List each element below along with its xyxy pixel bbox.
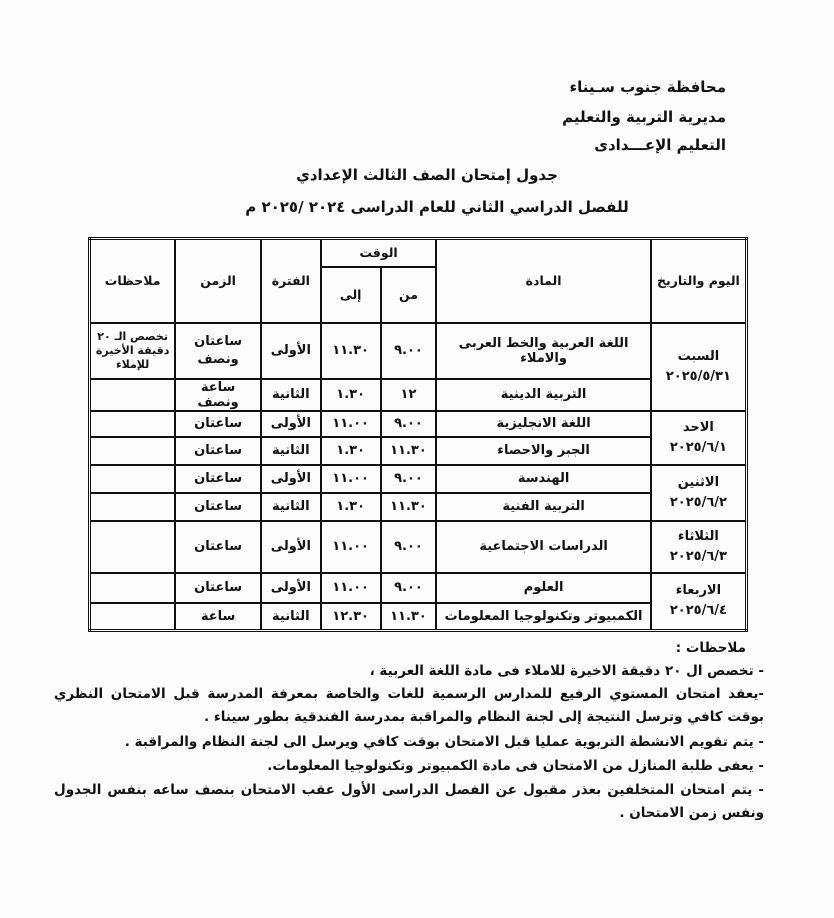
to-cell: ١.٣٠ [321, 493, 381, 521]
table-row [90, 603, 747, 631]
to-cell: ١١.٠٠ [321, 411, 381, 437]
day-cell [651, 411, 747, 465]
period-cell: الأولى [261, 521, 321, 573]
duration-cell: ساعتان [175, 437, 261, 465]
notes-cell [90, 465, 176, 493]
notes-cell [90, 493, 176, 521]
from-cell: ١١.٣٠ [381, 437, 437, 465]
subject-cell: الكمبيوتر وتكنولوجيا المعلومات [436, 603, 650, 631]
to-cell: ١١.٠٠ [321, 465, 381, 493]
day-name: الاربعاء [675, 583, 722, 599]
header-directorate: مديرية التربية والتعليم [562, 108, 726, 126]
period-cell: الثانية [261, 437, 321, 465]
table-row [90, 573, 747, 603]
period-cell: الأولى [261, 323, 321, 379]
duration-cell: ساعة ونصف [175, 379, 261, 411]
from-cell: ١٢ [381, 379, 437, 411]
subject-cell: الدراسات الاجتماعية [436, 521, 650, 573]
day-date: ٢٠٢٥/٥/٣١ [665, 368, 731, 384]
table-row [90, 493, 747, 521]
duration-cell: ساعتان [175, 465, 261, 493]
period-cell: الأولى [261, 411, 321, 437]
period-cell: الأولى [261, 465, 321, 493]
day-cell [651, 323, 747, 411]
header-duration: الزمن [175, 239, 261, 323]
day-date: ٢٠٢٥/٦/٣ [669, 548, 727, 564]
period-cell: الثانية [261, 379, 321, 411]
header-department: التعليم الإعـــدادى [594, 136, 726, 154]
table-row [90, 437, 747, 465]
notes-cell [90, 521, 176, 573]
duration-cell: ساعتان [175, 521, 261, 573]
table-row [90, 465, 747, 493]
note-item: - يعفى طلبة المنازل من الامتحان فى مادة الكمبيوتر وتكنولوجيا المعلومات. [267, 758, 764, 774]
duration-cell: ساعتان [175, 493, 261, 521]
notes-cell [90, 603, 176, 631]
note-item: - يتم تقويم الانشطة التربوية عمليا قبل الامتحان بوقت كافي ويرسل الى لجنة النظام والمراقبة . [124, 734, 764, 750]
day-cell [651, 465, 747, 521]
notes-cell [90, 437, 176, 465]
subject-cell: التربية الفنية [436, 493, 650, 521]
subject-cell: العلوم [436, 573, 650, 603]
to-cell: ١٢.٣٠ [321, 603, 381, 631]
header-day: اليوم والتاريخ [651, 239, 747, 323]
header-to: إلى [321, 267, 381, 323]
table-row [90, 379, 747, 411]
exam-schedule-table [88, 237, 748, 632]
to-cell: ١.٣٠ [321, 437, 381, 465]
notes-cell [90, 411, 176, 437]
period-cell: الثانية [261, 603, 321, 631]
day-name: الاحد [682, 419, 714, 435]
note-item: - يتم امتحان المتخلفين بعذر مقبول عن الفصل الدراسى الأول عقب الامتحان بنصف ساعه بنفس الجدول ونفس زمن الامتحان . [54, 782, 764, 821]
subject-cell: اللغة العربية والخط العربى والاملاء [436, 323, 650, 379]
period-cell: الثانية [261, 493, 321, 521]
subject-cell: الجبر والاحصاء [436, 437, 650, 465]
notes-title: ملاحظات : [675, 640, 746, 656]
day-name: الثلاثاء [677, 528, 719, 544]
from-cell: ٩.٠٠ [381, 573, 437, 603]
table-header-row [90, 239, 747, 267]
header-from: من [381, 267, 437, 323]
day-date: ٢٠٢٥/٦/١ [669, 439, 727, 455]
from-cell: ٩.٠٠ [381, 411, 437, 437]
day-name: الاثنين [677, 474, 720, 490]
from-cell: ١١.٣٠ [381, 493, 437, 521]
to-cell: ١١.٠٠ [321, 573, 381, 603]
notes-cell [90, 379, 176, 411]
from-cell: ٩.٠٠ [381, 465, 437, 493]
subject-cell: الهندسة [436, 465, 650, 493]
from-cell: ١١.٣٠ [381, 603, 437, 631]
duration-cell: ساعتان ونصف [175, 323, 261, 379]
header-time: الوقت [321, 239, 437, 267]
header-period: الفترة [261, 239, 321, 323]
day-date: ٢٠٢٥/٦/٤ [669, 603, 727, 619]
document-subtitle: للفصل الدراسي الثاني للعام الدراسى ٢٠٢٤ /٢٠٢٥ م [245, 198, 629, 216]
duration-cell: ساعتان [175, 411, 261, 437]
subject-cell: اللغة الانجليزية [436, 411, 650, 437]
to-cell: ١١.٠٠ [321, 521, 381, 573]
notes-cell [90, 573, 176, 603]
notes-cell: تخصص الـ ٢٠ دقيقة الأخيرة للإملاء [90, 323, 176, 379]
from-cell: ٩.٠٠ [381, 323, 437, 379]
period-cell: الأولى [261, 573, 321, 603]
day-date: ٢٠٢٥/٦/٢ [669, 494, 727, 510]
day-name: السبت [677, 348, 720, 364]
header-subject: المادة [436, 239, 650, 323]
day-cell [651, 521, 747, 573]
table-row [90, 323, 747, 379]
to-cell: ١.٣٠ [321, 379, 381, 411]
note-item: - تخصص ال ٢٠ دقيقة الاخيرة للاملاء فى مادة اللغة العربية ، [369, 663, 764, 679]
document-title: جدول إمتحان الصف الثالث الإعدادي [296, 166, 558, 184]
note-item: -يعقد امتحان المستوي الرفيع للمدارس الرسمية للغات والخاصة بمعرفة المدرسة قبل الامتحان النظري بوقت كافي وترسل النتيجة إلى لجنة النظام والمراقبة بمدرسة الفندقية بطور سيناء . [54, 686, 764, 725]
table-row [90, 411, 747, 437]
from-cell: ٩.٠٠ [381, 521, 437, 573]
duration-cell: ساعتان [175, 573, 261, 603]
subject-cell: التربية الدينية [436, 379, 650, 411]
duration-cell: ساعة [175, 603, 261, 631]
header-governorate: محافظة جنوب سـيناء [569, 78, 726, 96]
table-row [90, 521, 747, 573]
to-cell: ١١.٣٠ [321, 323, 381, 379]
day-cell [651, 573, 747, 631]
header-notes: ملاحظات [90, 239, 176, 323]
